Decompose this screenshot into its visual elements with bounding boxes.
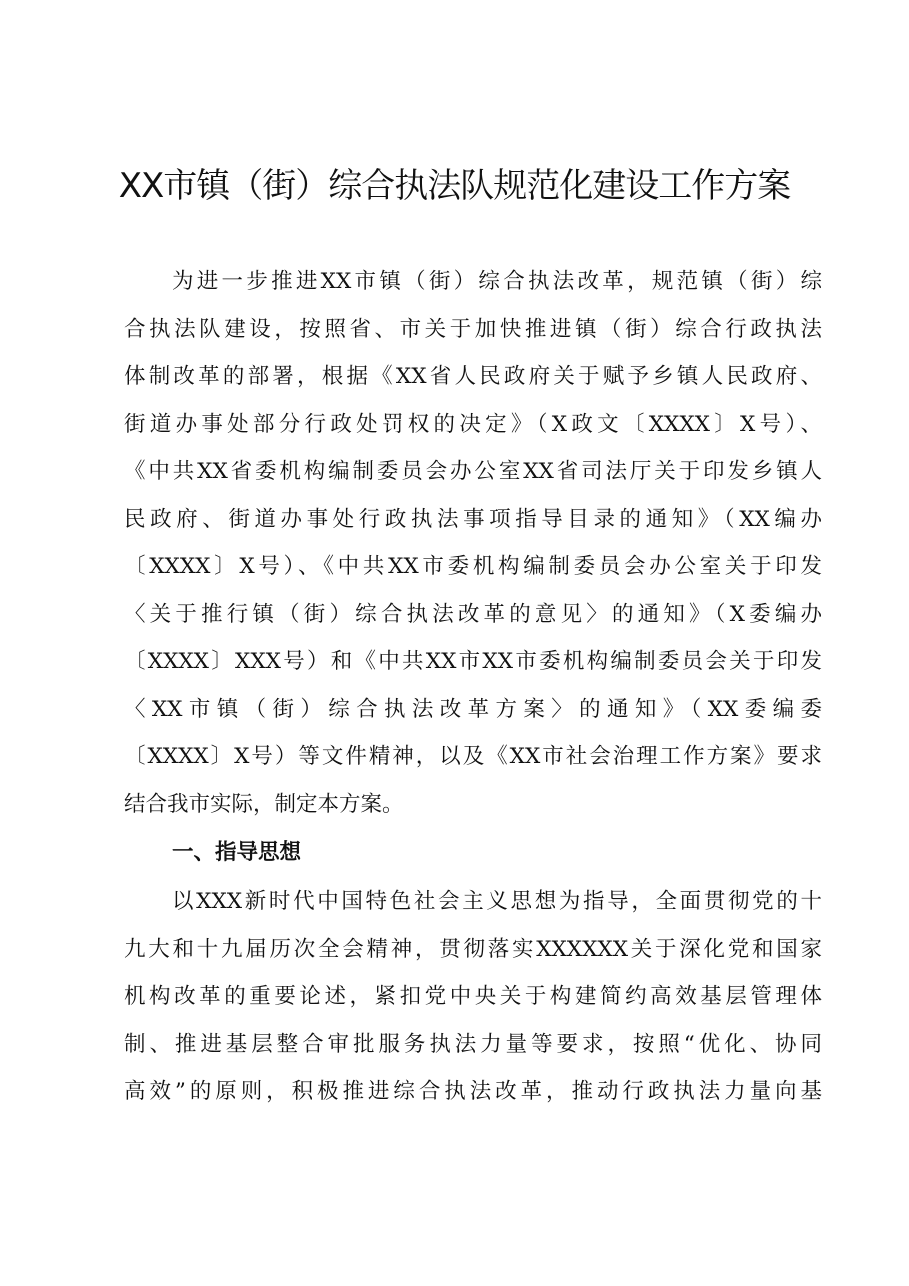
document-title: XX市镇（街）综合执法队规范化建设工作方案 [118,166,791,206]
paragraph-line: 九大和十九届历次全会精神，贯彻落实XXXXXX关于深化党和国家 [124,936,822,962]
paragraph-line: 高效”的原则，积极推进综合执法改革，推动行政执法力量向基 [124,1079,822,1104]
paragraph-line: 〈关于推行镇（街）综合执法改革的意见〉的通知》（X委编办 [124,601,822,627]
paragraph-line: 体制改革的部署，根据《XX省人民政府关于赋予乡镇人民政府、 [124,364,822,389]
paragraph-line: 合执法队建设，按照省、市关于加快推进镇（街）综合行政执法 [124,316,822,342]
paragraph-line: 《中共XX省委机构编制委员会办公室XX省司法厅关于印发乡镇人 [124,459,822,484]
intro-paragraph [124,258,822,828]
paragraph-line: 街道办事处部分行政处罚权的决定》（X政文〔XXXX〕X号）、 [124,411,822,437]
section-heading-guiding-thought: 一、指导思想 [172,840,302,865]
section-1-paragraph [124,878,822,1116]
paragraph-line: 〔XXXX〕X号）、《中共XX市委机构编制委员会办公室关于印发 [124,554,822,579]
paragraph-line: 机构改革的重要论述，紧扣党中央关于构建简约高效基层管理体 [124,984,822,1009]
paragraph-line: 民政府、街道办事处行政执法事项指导目录的通知》（XX编办 [124,506,822,532]
paragraph-line: 以XXX新时代中国特色社会主义思想为指导，全面贯彻党的十 [172,889,822,914]
paragraph-line: 〈XX市镇（街）综合执法改革方案〉的通知》（XX委编委 [124,696,822,722]
paragraph-line: 结合我市实际，制定本方案。 [124,791,404,817]
paragraph-line: 〔XXXX〕XXX号）和《中共XX市XX市委机构编制委员会关于印发 [124,649,822,674]
paragraph-line: 制、推进基层整合审批服务执法力量等要求，按照“优化、协同 [124,1031,822,1057]
paragraph-line: 〔XXXX〕X号）等文件精神，以及《XX市社会治理工作方案》要求 [124,744,822,769]
paragraph-line: 为进一步推进XX市镇（街）综合执法改革，规范镇（街）综 [172,269,822,294]
